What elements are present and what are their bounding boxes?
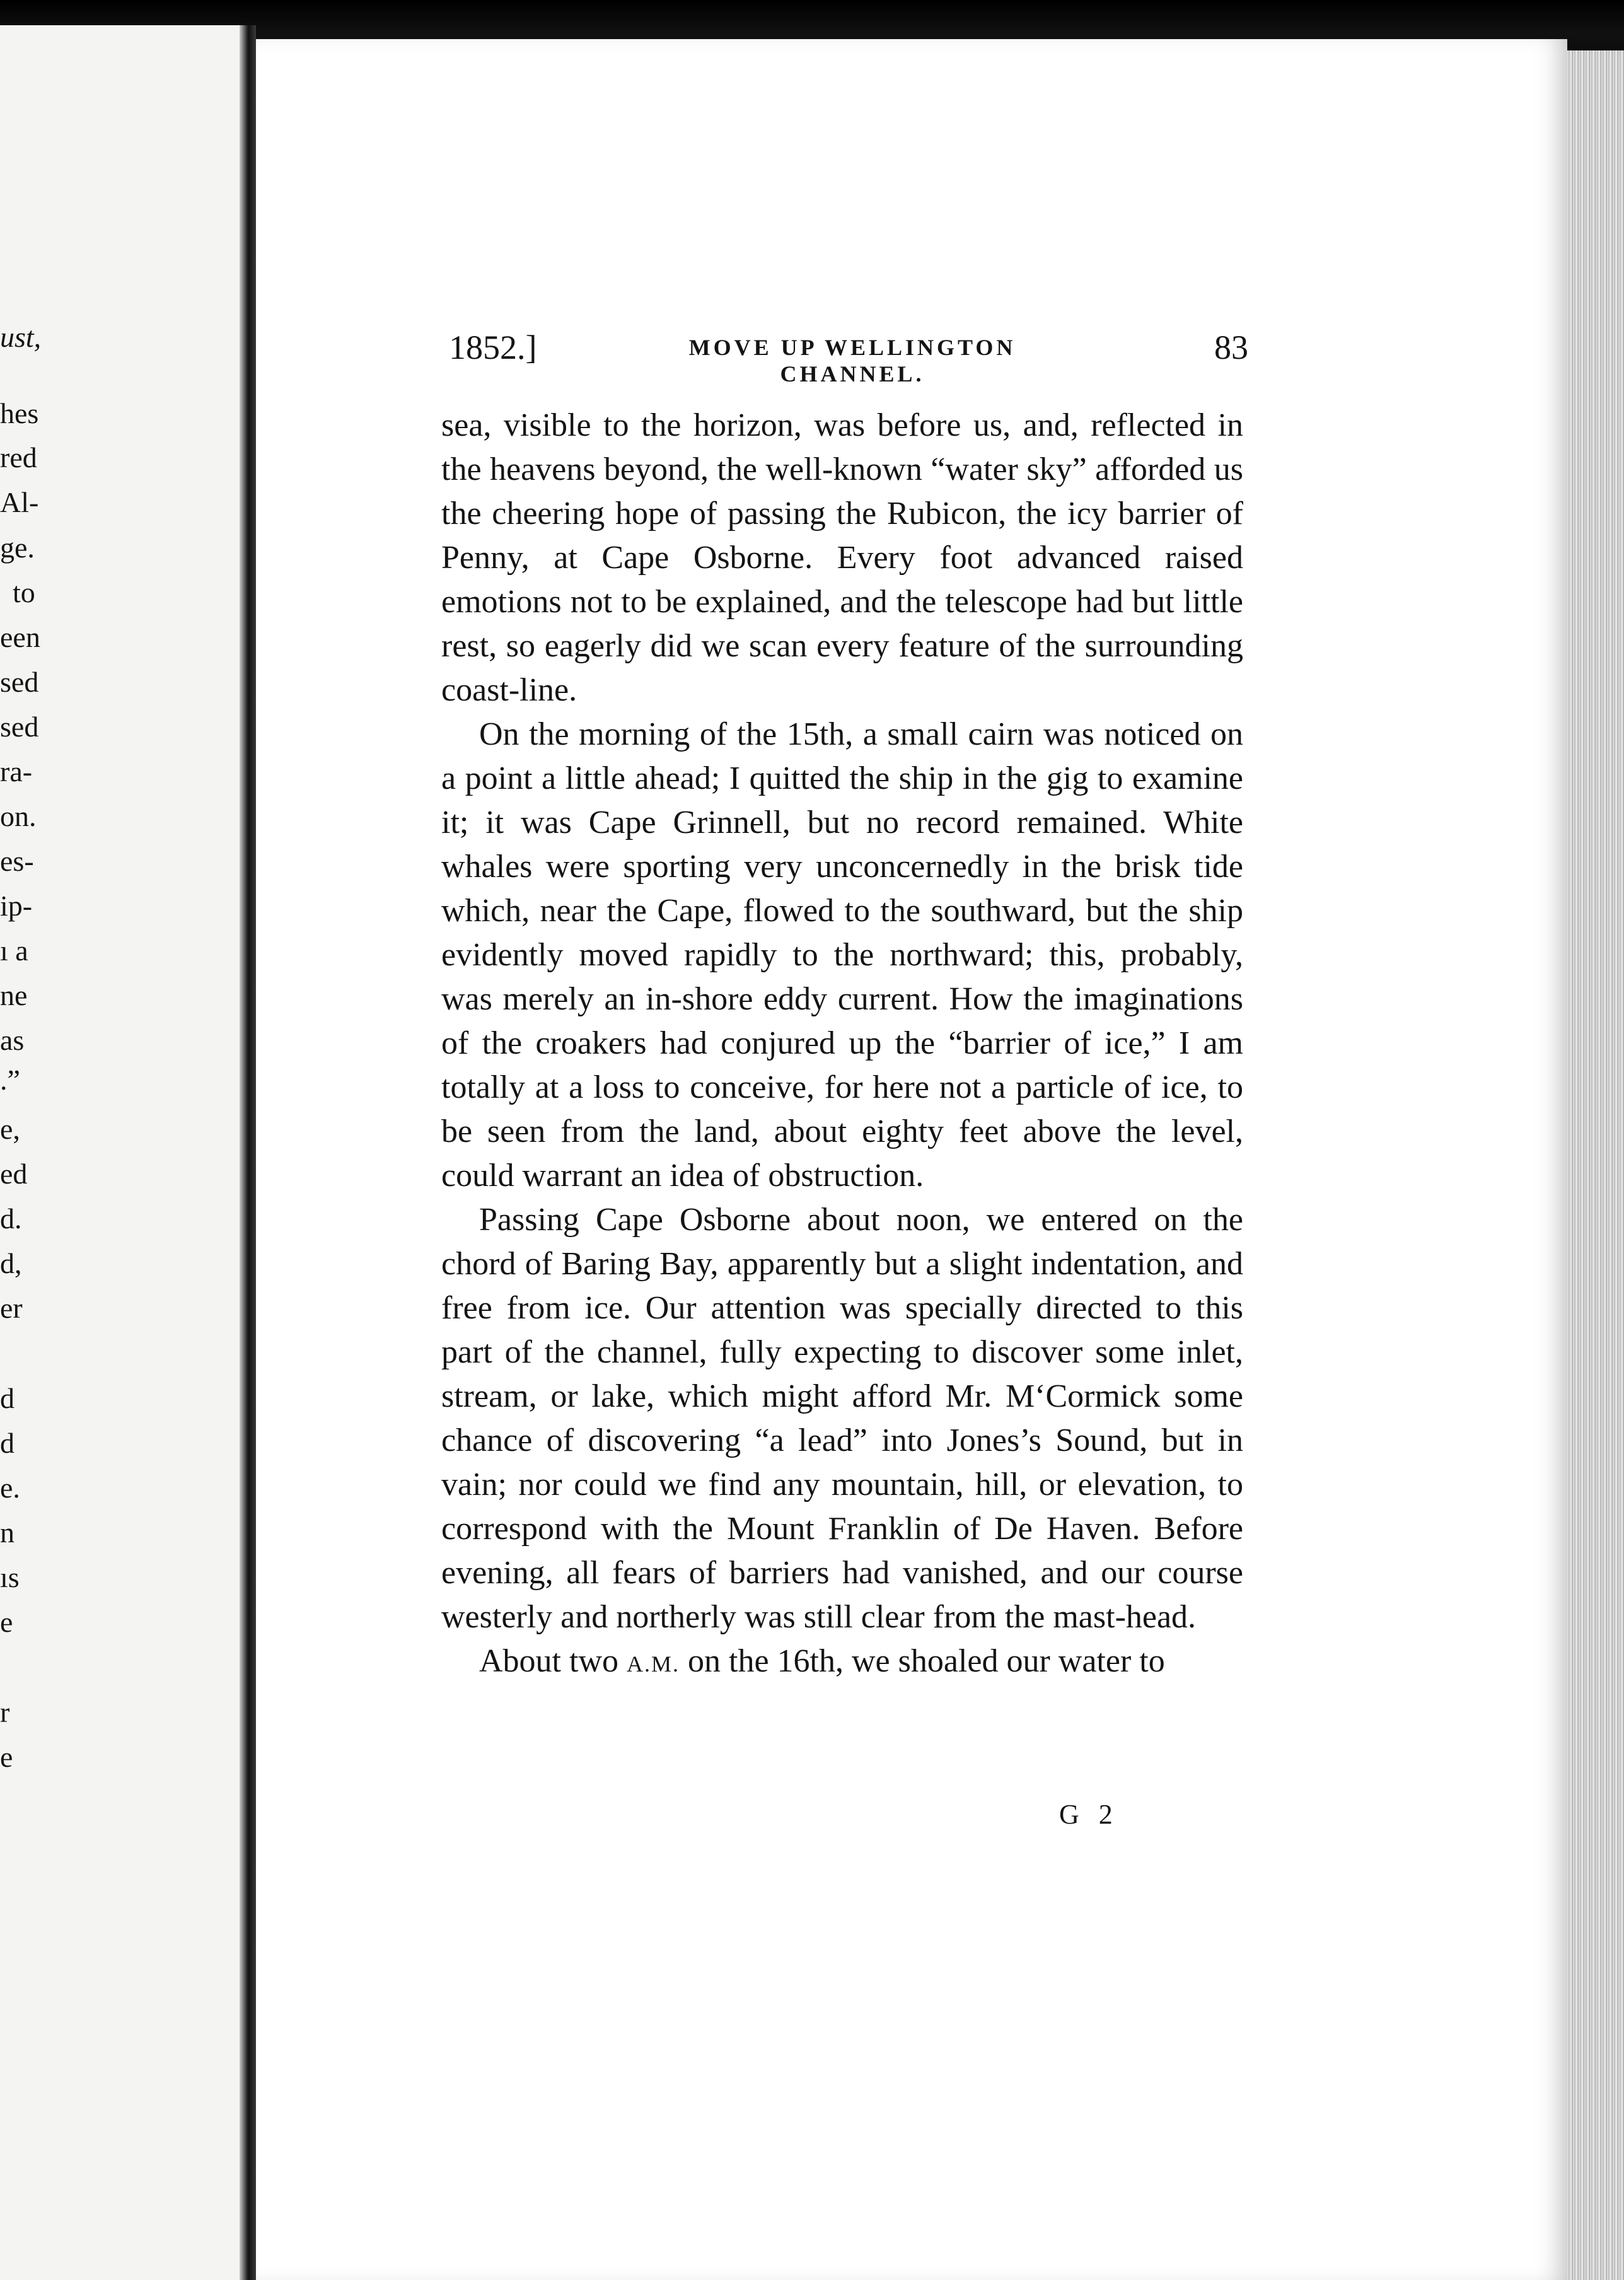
prev-fragment: as	[0, 1024, 25, 1056]
prev-fragment: es-	[0, 845, 34, 877]
prev-fragment: ı a	[0, 934, 28, 967]
previous-page-strip	[0, 25, 241, 2280]
prev-fragment: ra-	[0, 755, 33, 788]
prev-fragment: e	[0, 1606, 13, 1638]
paragraph: sea, visible to the horizon, was before us, and, reflected in the heavens beyond, the well-known “water sky” afforded us the cheering hope of passing the Rubicon, the icy barrier of Penny, at Cape Osborne. Every foot advanced raised emotions not to be explained, and the telescope had but little rest, so eagerly did we scan every feature of the surrounding coast-line.	[441, 407, 1243, 708]
prev-fragment: hes	[0, 397, 39, 429]
prev-fragment: d.	[0, 1202, 22, 1235]
prev-fragment: sed	[0, 666, 39, 698]
running-head	[449, 328, 1248, 387]
prev-fragment: to	[13, 576, 35, 608]
prev-fragment: ip-	[0, 890, 33, 922]
prev-fragment: d	[0, 1427, 14, 1459]
paragraph: On the morning of the 15th, a small cairn was noticed on a point a little ahead; I quitted the ship in the gig to examine it; it was Cape Grinnell, but no record remained. White whales were sporting very unconcernedly in the brisk tide which, near the Cape, flowed to the southward, but the ship evidently moved rapidly to the northward; this, probably, was merely an in-shore eddy current. How the imaginations of the croakers had conjured up the “barrier of ice,” I am totally at a loss to conceive, for here not a particle of ice, to be seen from the land, about eighty feet above the level, could warrant an idea of obstruction.	[441, 716, 1243, 1194]
body-text	[441, 404, 1243, 1686]
paragraph-text: About two	[479, 1643, 627, 1679]
prev-fragment: een	[0, 621, 40, 653]
prev-fragment: er	[0, 1292, 23, 1324]
prev-fragment: e,	[0, 1113, 20, 1145]
prev-fragment: e	[0, 1741, 13, 1773]
prev-fragment: n	[0, 1516, 14, 1549]
page-number: 83	[1214, 329, 1248, 366]
running-head-year: 1852.]	[449, 329, 537, 366]
paragraph-text: on the 16th, we shoaled our water to	[680, 1643, 1165, 1679]
running-head-title: MOVE UP WELLINGTON CHANNEL.	[688, 335, 1016, 387]
paragraph: Passing Cape Osborne about noon, we entered on the chord of Baring Bay, apparently but a slight indentation, and free from ice. Our attention was specially directed to this part of the channel, fully expecting to discover some inlet, stream, or lake, which might afford Mr. M‘Cormick some chance of discovering “a lead” into Jones’s Sound, but in vain; nor could we find any mountain, hill, or elevation, to correspond with the Mount Franklin of De Haven. Before evening, all fears of barriers had vanished, and our course westerly and northerly was still clear from the mast-head.	[441, 1202, 1243, 1635]
prev-fragment: ne	[0, 979, 28, 1011]
prev-fragment: sed	[0, 711, 39, 743]
prev-fragment: r	[0, 1696, 10, 1728]
prev-fragment: d,	[0, 1247, 22, 1279]
prev-fragment: Al-	[0, 486, 39, 518]
prev-fragment: e.	[0, 1472, 20, 1504]
paragraph	[441, 1639, 1243, 1686]
prev-fragment: .”	[0, 1064, 20, 1096]
prev-fragment: ed	[0, 1158, 28, 1190]
small-caps-abbreviation: A.M.	[627, 1651, 680, 1677]
page-edges	[1567, 50, 1624, 2280]
page-gutter-fold	[240, 25, 256, 2280]
prev-fragment: ge.	[0, 532, 35, 564]
prev-fragment: ust,	[0, 321, 42, 353]
prev-fragment: red	[0, 441, 37, 474]
prev-fragment: ıs	[0, 1561, 20, 1593]
prev-fragment: d	[0, 1382, 14, 1414]
signature-mark: G 2	[1059, 1799, 1119, 1830]
prev-fragment: on.	[0, 800, 37, 832]
